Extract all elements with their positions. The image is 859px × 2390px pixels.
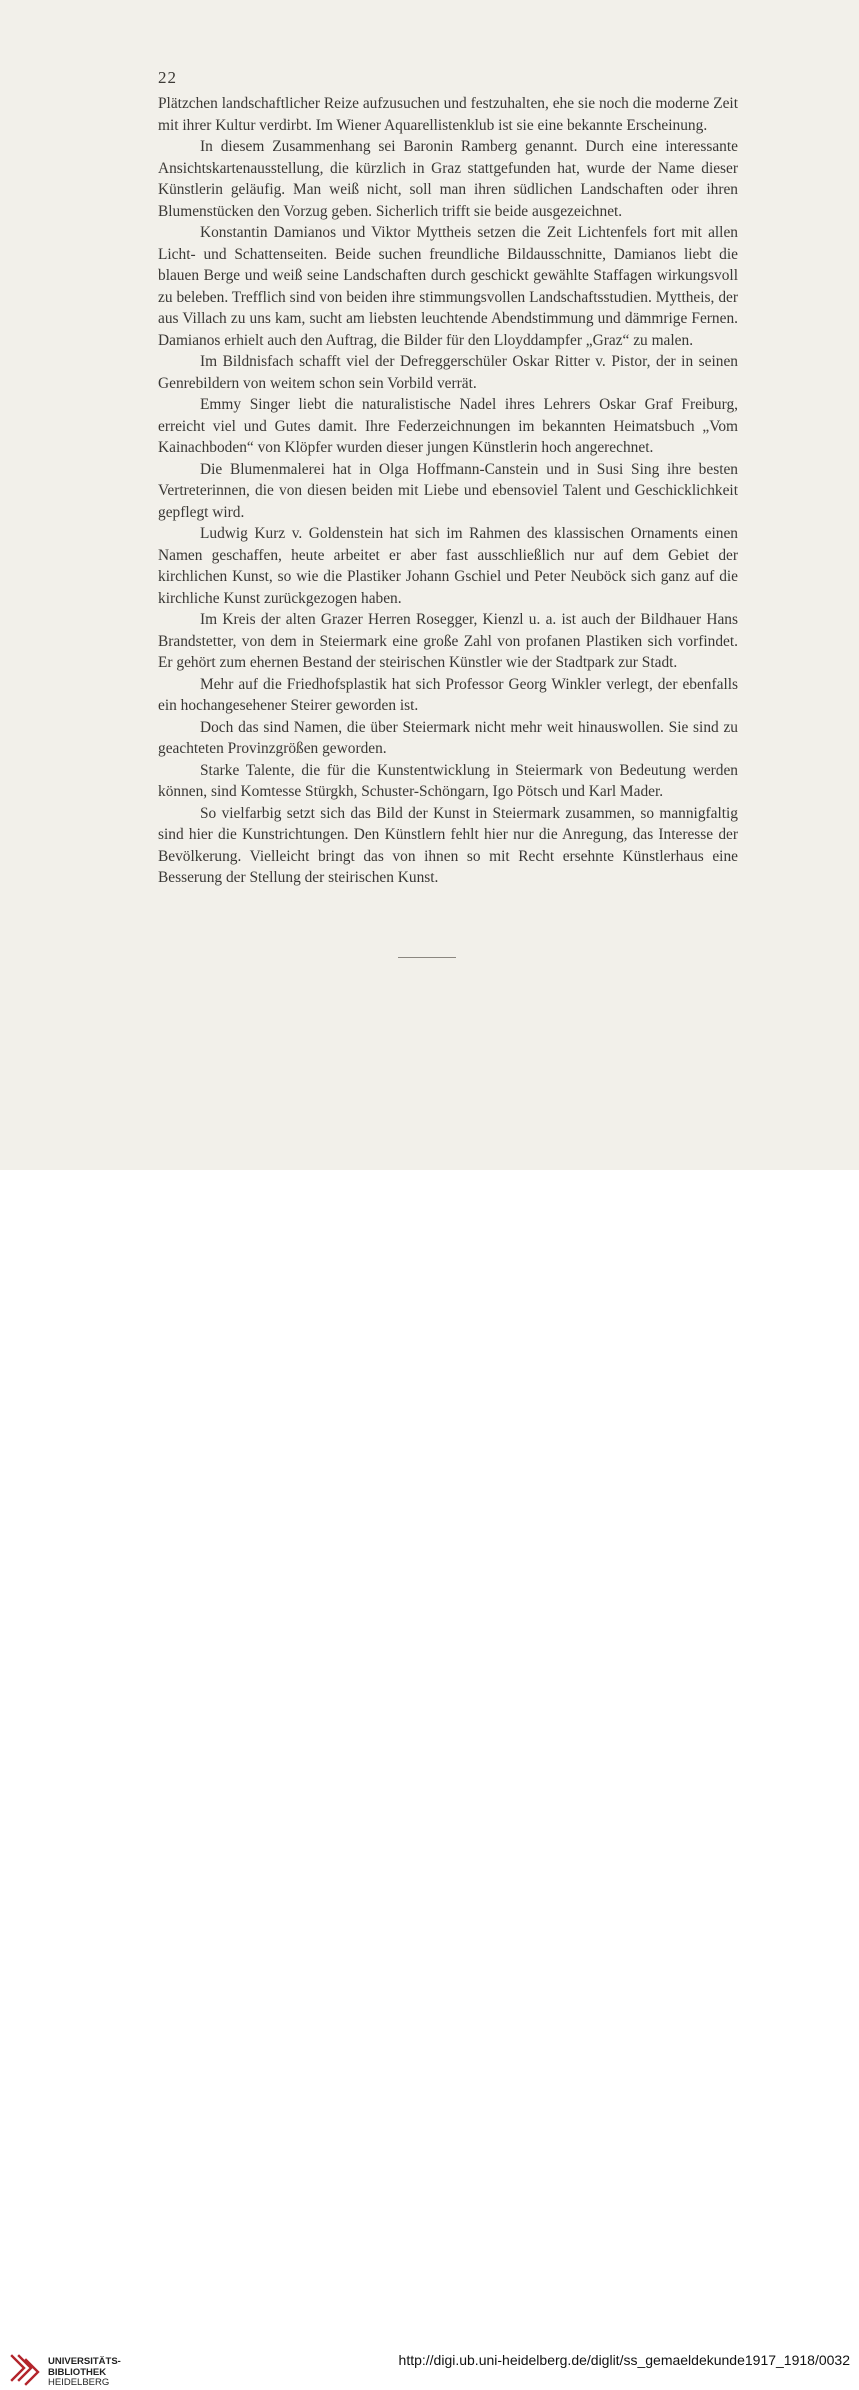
paragraph: Konstantin Damianos und Viktor Myttheis setzen die Zeit Lichtenfels fort mit allen Licht- und Schattenseiten. Beide suchen freundliche Bildausschnitte, Damianos liebt die blauen Berge und weiß seine Landschaften durch geschickt gewählte Staffagen wirkungsvoll zu beleben. Trefflich sind von beiden ihre stimmungsvollen Landschaftsstudien. Myttheis, der aus Villach zu uns kam, sucht am liebsten leuchtende Abendstimmung und dämmrige Fernen. Damianos erhielt auch den Auftrag, die Bilder für den Lloyddampfer „Graz“ zu malen. [158, 224, 738, 349]
logo-line: UNIVERSITÄTS- [48, 2356, 121, 2367]
paragraph: So vielfarbig setzt sich das Bild der Kunst in Steiermark zusammen, so mannigfaltig sind hier die Kunstrichtungen. Den Künstlern fehlt hier nur die Anregung, das Interesse der Bevölkerung. Vielleicht bringt das von ihnen so mit Recht ersehnte Künstlerhaus eine Besserung der Stellung der steirischen Kunst. [158, 804, 738, 886]
paragraph: Starke Talente, die für die Kunstentwicklung in Steiermark von Bedeutung werden können, sind Komtesse Stürgkh, Schuster-Schöngarn, Igo Pötsch und Karl Mader. [158, 761, 738, 800]
footer-bar [0, 1170, 859, 2388]
page-number: 22 [158, 68, 177, 87]
paragraph: Im Bildnisfach schafft viel der Defreggerschüler Oskar Ritter v. Pistor, der in seinen Genrebildern von weitem schon sein Vorbild verrät. [158, 353, 738, 392]
logo-line: BIBLIOTHEK [48, 2366, 107, 2378]
library-logo-icon [8, 2350, 42, 2390]
paragraph: Emmy Singer liebt die naturalistische Nadel ihres Lehrers Oskar Graf Freiburg, erreicht viel und Gutes damit. Ihre Federzeichnungen im bekannten Heimatsbuch „Vom Kainachboden“ von Klöpfer wurden dieser jungen Künstlerin hoch angerechnet. [158, 396, 738, 456]
paragraph: Doch das sind Namen, die über Steiermark nicht mehr weit hinauswollen. Sie sind zu geachteten Provinzgrößen geworden. [158, 718, 738, 757]
paragraph: In diesem Zusammenhang sei Baronin Ramberg genannt. Durch eine interessante Ansichtskartenausstellung, die kürzlich in Graz stattgefunden hat, wurde der Name dieser Künstlerin geläufig. Man weiß nicht, soll man ihren südlichen Landschaften oder ihren Blumenstücken den Vorzug geben. Sicherlich trifft sie beide ausgezeichnet. [158, 138, 738, 220]
library-logo-text [48, 2357, 121, 2389]
paragraph: Ludwig Kurz v. Goldenstein hat sich im Rahmen des klassischen Ornaments einen Namen geschaffen, heute arbeitet er aber fast ausschließlich nur auf dem Gebiet der kirchlichen Kunst, so wie die Plastiker Johann Gschiel und Peter Neuböck sich ganz auf die kirchliche Kunst zurückgezogen haben. [158, 525, 738, 607]
paragraph: Die Blumenmalerei hat in Olga Hoffmann-Canstein und in Susi Sing ihre besten Vertreterinnen, die von diesen beiden mit Liebe und ebensoviel Talent und Geschicklichkeit gepflegt wird. [158, 460, 738, 521]
scanned-page [0, 0, 859, 1170]
paragraph: Im Kreis der alten Grazer Herren Rosegger, Kienzl u. a. ist auch der Bildhauer Hans Brandstetter, von dem in Steiermark eine große Zahl von profanen Plastiken sich vorfindet. Er gehört zum ehernen Bestand der steirischen Künstler wie der Stadtpark zur Stadt. [158, 611, 738, 671]
body-text [158, 93, 738, 889]
logo-line: HEIDELBERG [48, 2377, 110, 2388]
closing-rule [398, 957, 456, 958]
paragraph: Mehr auf die Friedhofsplastik hat sich Professor Georg Winkler verlegt, der ebenfalls ein hochangesehener Steirer geworden ist. [158, 675, 738, 714]
paragraph: Plätzchen landschaftlicher Reize aufzusuchen und festzuhalten, ehe sie noch die moderne Zeit mit ihrer Kultur verdirbt. Im Wiener Aquarellistenklub ist sie eine bekannte Erscheinung. [158, 95, 738, 134]
source-url-link[interactable]: http://digi.ub.uni-heidelberg.de/diglit/ss_gemaeldekunde1917_1918/0032 [398, 2352, 850, 2368]
